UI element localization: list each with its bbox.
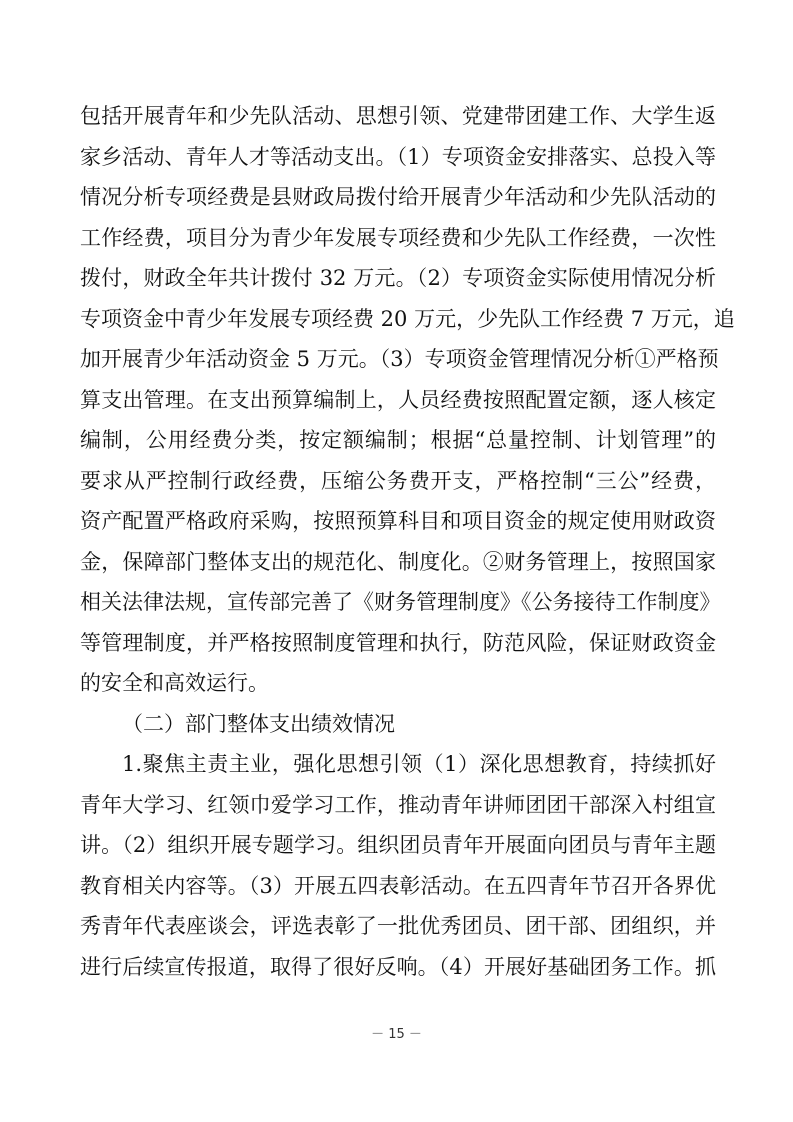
text-line: 教育相关内容等。（3）开展五四表彰活动。在五四青年节召开各界优 bbox=[80, 873, 716, 898]
text-line: 情况分析专项经费是县财政局拨付给开展青少年活动和少先队活动的 bbox=[80, 185, 716, 209]
text-line: 编制，公用经费分类，按定额编制；根据“总量控制、计划管理”的 bbox=[80, 428, 716, 452]
body-text bbox=[80, 96, 735, 987]
text-line: 家乡活动、青年人才等活动支出。（1）专项资金安排落实、总投入等 bbox=[80, 144, 716, 169]
text-line: 等管理制度，并严格按照制度管理和执行，防范风险，保证财政资金 bbox=[80, 630, 716, 655]
text-line: 专项资金中青少年发展专项经费 20 万元，少先队工作经费 7 万元，追 bbox=[80, 306, 735, 331]
text-line: 要求从严控制行政经费，压缩公务费开支，严格控制“三公”经费， bbox=[80, 468, 716, 493]
text-line: 算支出管理。在支出预算编制上，人员经费按照配置定额，逐人核定 bbox=[80, 387, 716, 412]
text-line: 1.聚焦主责主业，强化思想引领（1）深化思想教育，持续抓好 bbox=[122, 752, 716, 776]
section-heading: （二）部门整体支出绩效情况 bbox=[122, 711, 395, 736]
text-line: 相关法律法规，宣传部完善了《财务管理制度》《公务接待工作制度》 bbox=[80, 590, 721, 614]
text-line: 包括开展青年和少先队活动、思想引领、党建带团建工作、大学生返 bbox=[80, 104, 716, 128]
text-line: 青年大学习、红领巾爱学习工作，推动青年讲师团团干部深入村组宣 bbox=[80, 792, 716, 817]
text-line: 金，保障部门整体支出的规范化、制度化。②财务管理上，按照国家 bbox=[80, 549, 716, 574]
page-number: － 15 － bbox=[371, 1027, 422, 1042]
text-line: 讲。（2）组织开展专题学习。组织团员青年开展面向团员与青年主题 bbox=[80, 833, 716, 857]
text-line: 工作经费，项目分为青少年发展专项经费和少先队工作经费，一次性 bbox=[80, 225, 716, 250]
text-line: 加开展青少年活动资金 5 万元。（3）专项资金管理情况分析①严格预 bbox=[80, 347, 719, 371]
text-line: 拨付，财政全年共计拨付 32 万元。（2）专项资金实际使用情况分析 bbox=[80, 266, 716, 290]
text-line: 资产配置严格政府采购，按照预算科目和项目资金的规定使用财政资 bbox=[80, 509, 716, 533]
text-line: 进行后续宣传报道，取得了很好反响。（4）开展好基础团务工作。抓 bbox=[80, 954, 716, 979]
text-line: 的安全和高效运行。 bbox=[80, 671, 269, 695]
text-line: 秀青年代表座谈会，评选表彰了一批优秀团员、团干部、团组织，并 bbox=[80, 914, 716, 938]
